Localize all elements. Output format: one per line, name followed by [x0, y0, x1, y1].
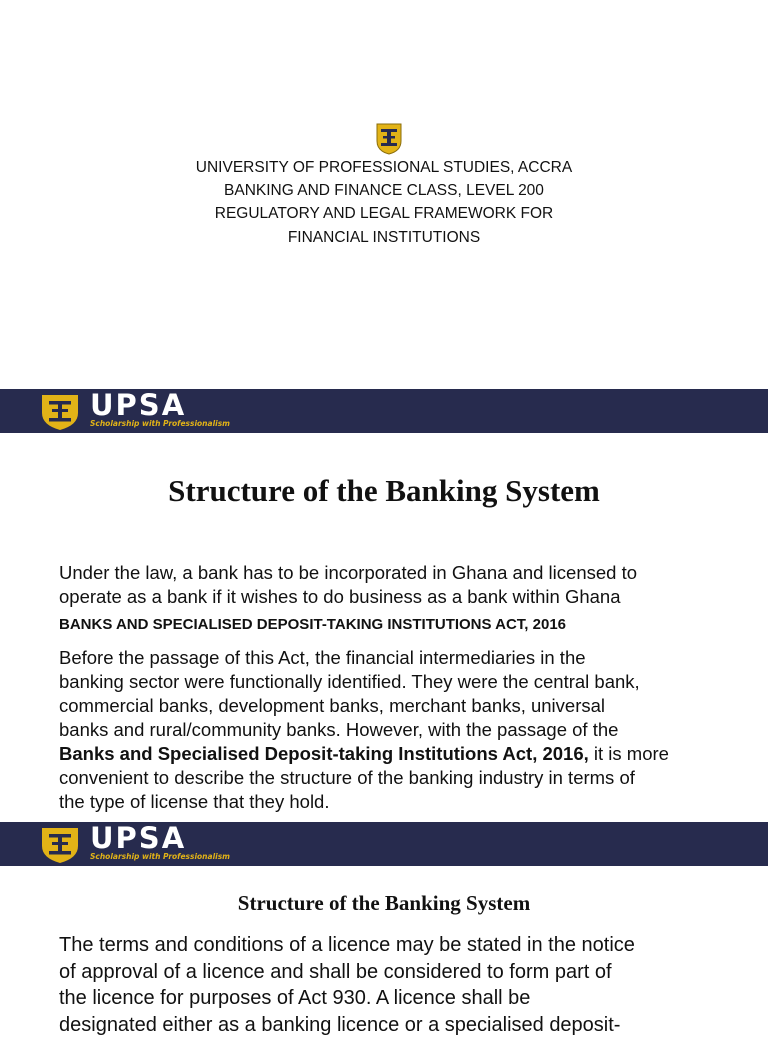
- slide-heading: Structure of the Banking System: [0, 473, 768, 509]
- title-line: UNIVERSITY OF PROFESSIONAL STUDIES, ACCRA: [0, 156, 768, 179]
- upsa-wordmark: UPSA: [90, 821, 186, 855]
- text-line: The terms and conditions of a licence may be stated in the notice: [59, 932, 739, 959]
- act-name-bold: Banks and Specialised Deposit-taking Institutions Act, 2016,: [59, 743, 589, 764]
- upsa-shield-icon: [40, 393, 80, 431]
- upsa-shield-icon: [40, 826, 80, 864]
- upsa-banner: [0, 389, 768, 433]
- content-slide: [0, 433, 768, 822]
- text-line: the licence for purposes of Act 930. A licence shall be: [59, 985, 739, 1012]
- text-line: convenient to describe the structure of the banking industry in terms of: [59, 766, 739, 790]
- text-line: [59, 742, 739, 766]
- upsa-tagline: Scholarship with Professionalism: [90, 419, 230, 428]
- course-title-block: [0, 156, 768, 249]
- intro-paragraph: [59, 561, 739, 609]
- upsa-banner: [0, 822, 768, 866]
- text-line: the type of license that they hold.: [59, 790, 739, 814]
- text-line: operate as a bank if it wishes to do business as a bank within Ghana: [59, 585, 739, 609]
- university-crest-icon: [376, 123, 402, 155]
- text-line: designated either as a banking licence or a specialised deposit-: [59, 1012, 739, 1038]
- history-paragraph: [59, 646, 739, 814]
- text-line: of approval of a licence and shall be considered to form part of: [59, 959, 739, 986]
- text-line: commercial banks, development banks, merchant banks, universal: [59, 694, 739, 718]
- text-span: it is more: [589, 743, 669, 764]
- licence-paragraph: [59, 932, 739, 1038]
- text-line: Under the law, a bank has to be incorporated in Ghana and licensed to: [59, 561, 739, 585]
- text-line: Before the passage of this Act, the financial intermediaries in the: [59, 646, 739, 670]
- title-line: REGULATORY AND LEGAL FRAMEWORK FOR: [0, 202, 768, 225]
- upsa-tagline: Scholarship with Professionalism: [90, 852, 230, 861]
- title-slide: [0, 0, 768, 389]
- content-slide: [0, 866, 768, 1024]
- act-title: BANKS AND SPECIALISED DEPOSIT-TAKING INSTITUTIONS ACT, 2016: [59, 616, 566, 633]
- title-line: FINANCIAL INSTITUTIONS: [0, 226, 768, 249]
- upsa-wordmark: UPSA: [90, 388, 186, 422]
- title-line: BANKING AND FINANCE CLASS, LEVEL 200: [0, 179, 768, 202]
- text-line: banks and rural/community banks. However, with the passage of the: [59, 718, 739, 742]
- slide-heading: Structure of the Banking System: [0, 891, 768, 916]
- text-line: banking sector were functionally identified. They were the central bank,: [59, 670, 739, 694]
